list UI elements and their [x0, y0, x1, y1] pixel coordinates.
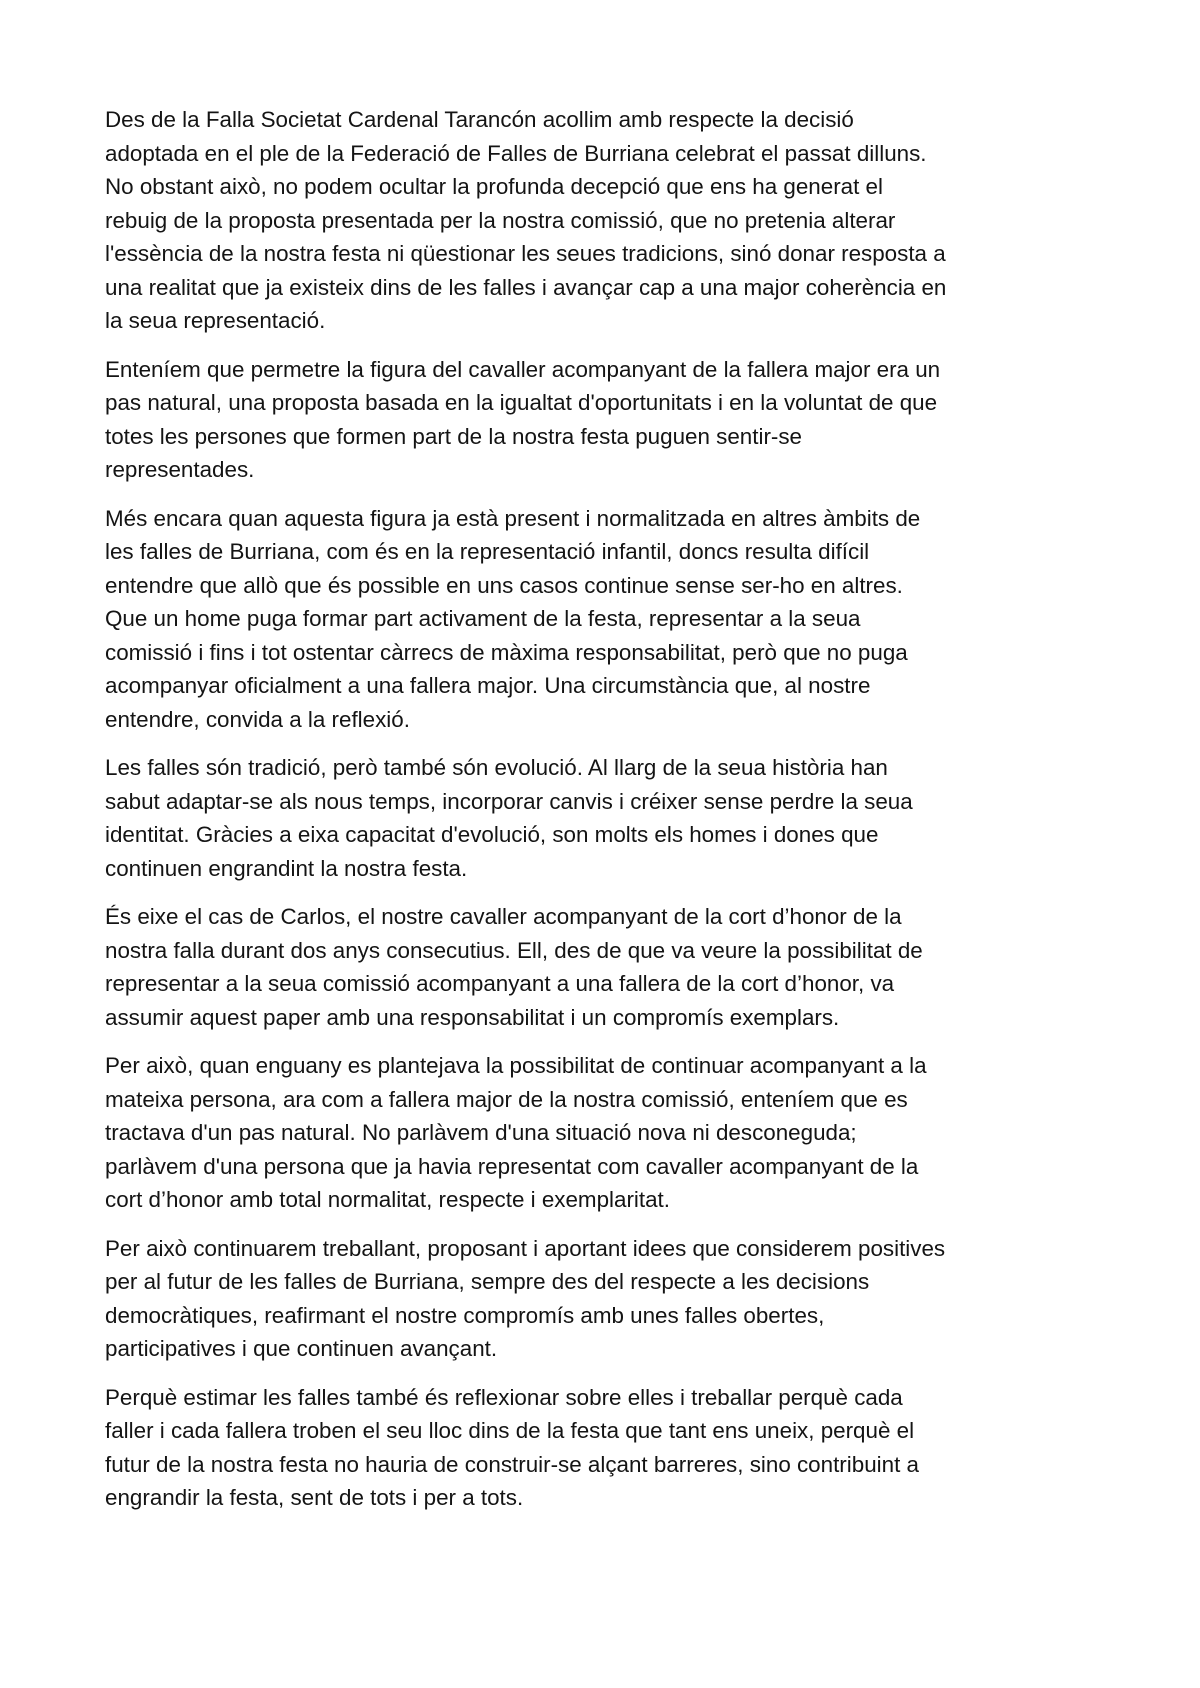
paragraph	[105, 751, 1105, 885]
text-line: representades.	[105, 457, 255, 482]
text-line: cort d’honor amb total normalitat, respecte i exemplaritat.	[105, 1187, 671, 1212]
text-line: assumir aquest paper amb una responsabilitat i un compromís exemplars.	[105, 1004, 840, 1030]
text-line: És eixe el cas de Carlos, el nostre cavaller acompanyant de la cort d’honor de la	[105, 904, 902, 929]
text-line: Perquè estimar les falles també és reflexionar sobre elles i treballar perquè cada	[105, 1384, 903, 1410]
paragraph	[105, 900, 1105, 1034]
text-line: Des de la Falla Societat Cardenal Tarancón acollim amb respecte la decisió	[105, 107, 854, 132]
text-line: tractava d'un pas natural. No parlàvem d'una situació nova ni desconeguda;	[105, 1120, 857, 1145]
paragraph	[105, 1381, 1105, 1515]
text-line: democràtiques, reafirmant el nostre compromís amb unes falles obertes,	[105, 1302, 825, 1328]
text-line: Més encara quan aquesta figura ja està present i normalitzada en altres àmbits de	[105, 505, 921, 531]
text-line: faller i cada fallera troben el seu lloc dins de la festa que tant ens uneix, perquè el	[105, 1418, 915, 1443]
text-line: mateixa persona, ara com a fallera major de la nostra comissió, enteníem que es	[105, 1086, 908, 1112]
text-line: engrandir la festa, sent de tots i per a tots.	[105, 1485, 524, 1510]
text-line: continuen engrandint la nostra festa.	[105, 855, 468, 881]
text-line: nostra falla durant dos anys consecutius. Ell, des de que va veure la possibilitat de	[105, 937, 923, 963]
text-line: rebuig de la proposta presentada per la nostra comissió, que no pretenia alterar	[105, 207, 896, 233]
text-line: futur de la nostra festa no hauria de construir-se alçant barreres, sino contribuint a	[105, 1451, 919, 1477]
paragraph	[105, 502, 1105, 737]
paragraph	[105, 103, 1105, 338]
text-line: totes les persones que formen part de la nostra festa puguen sentir-se	[105, 423, 803, 449]
text-line: sabut adaptar-se als nous temps, incorporar canvis i créixer sense perdre la seua	[105, 788, 913, 814]
paragraph	[105, 353, 1105, 487]
paragraph	[105, 1232, 1105, 1366]
text-line: entendre que allò que és possible en uns casos continue sense ser-ho en altres.	[105, 572, 903, 598]
text-line: identitat. Gràcies a eixa capacitat d'evolució, son molts els homes i dones que	[105, 822, 879, 847]
text-line: una realitat que ja existeix dins de les falles i avançar cap a una major coherència en	[105, 274, 947, 300]
text-line: les falles de Burriana, com és en la representació infantil, doncs resulta difícil	[105, 539, 870, 564]
text-line: Enteníem que permetre la figura del cavaller acompanyant de la fallera major era un	[105, 356, 941, 382]
text-line: pas natural, una proposta basada en la igualtat d'oportunitats i en la voluntat de que	[105, 390, 938, 415]
text-line: No obstant això, no podem ocultar la profunda decepció que ens ha generat el	[105, 174, 883, 199]
text-line: Per això, quan enguany es plantejava la possibilitat de continuar acompanyant a la	[105, 1053, 927, 1078]
text-line: acompanyar oficialment a una fallera major. Una circumstància que, al nostre	[105, 673, 871, 698]
text-line: adoptada en el ple de la Federació de Falles de Burriana celebrat el passat dilluns.	[105, 140, 927, 166]
text-line: entendre, convida a la reflexió.	[105, 706, 410, 732]
text-line: comissió i fins i tot ostentar càrrecs de màxima responsabilitat, però que no puga	[105, 639, 908, 665]
text-line: Per això continuarem treballant, proposant i aportant idees que considerem positives	[105, 1235, 946, 1261]
text-line: la seua representació.	[105, 308, 326, 333]
text-line: Les falles són tradició, però també són evolució. Al llarg de la seua història han	[105, 755, 888, 780]
text-line: parlàvem d'una persona que ja havia representat com cavaller acompanyant de la	[105, 1153, 919, 1179]
text-line: per al futur de les falles de Burriana, sempre des del respecte a les decisions	[105, 1269, 870, 1294]
text-line: Que un home puga formar part activament de la festa, representar a la seua	[105, 606, 861, 631]
document-body	[105, 103, 1105, 1530]
text-line: l'essència de la nostra festa ni qüestionar les seues tradicions, sinó donar resposta a	[105, 241, 946, 266]
text-line: participatives i que continuen avançant.	[105, 1336, 498, 1361]
paragraph	[105, 1049, 1105, 1217]
text-line: representar a la seua comissió acompanyant a una fallera de la cort d’honor, va	[105, 971, 895, 996]
